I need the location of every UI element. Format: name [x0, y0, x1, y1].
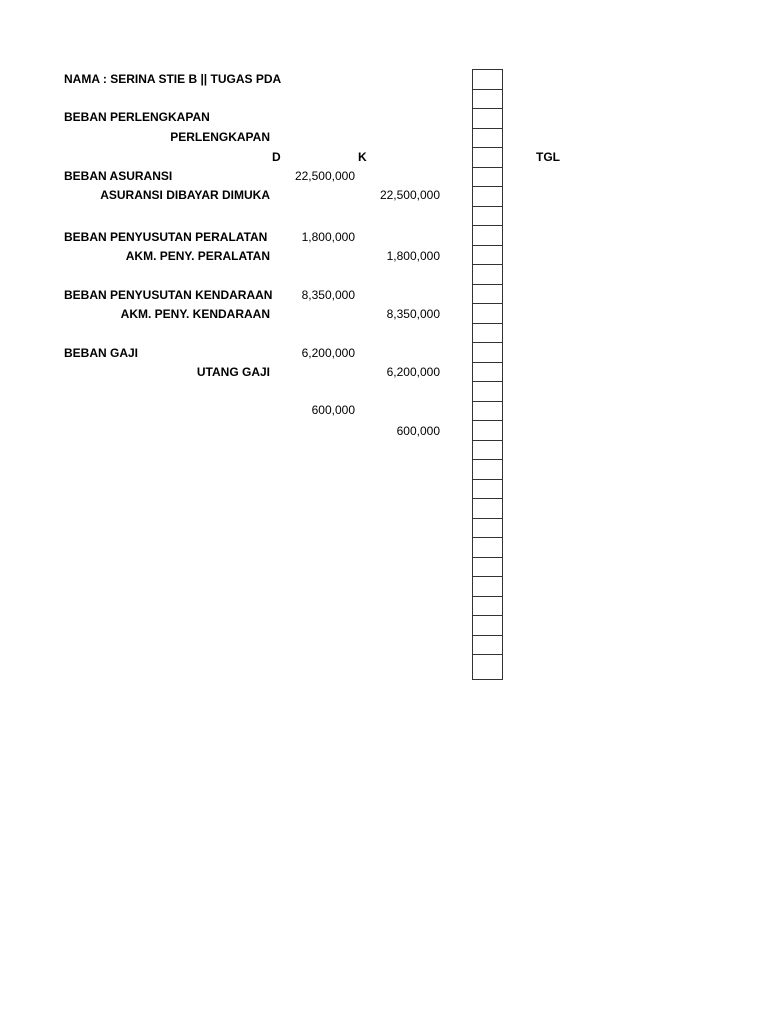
- credit-account-asuransi-dibayar-dimuka: ASURANSI DIBAYAR DIMUKA: [100, 188, 270, 202]
- grid-cell: [473, 460, 502, 480]
- grid-cell: [473, 70, 502, 90]
- credit-account-akm-peny-peralatan: AKM. PENY. PERALATAN: [125, 249, 270, 263]
- grid-cell: [473, 207, 502, 227]
- grid-cell: [473, 324, 502, 344]
- credit-account-utang-gaji: UTANG GAJI: [196, 365, 270, 379]
- grid-cell: [473, 636, 502, 656]
- grid-cell: [473, 382, 502, 402]
- grid-cell: [473, 285, 502, 305]
- grid-cell: [473, 441, 502, 461]
- grid-cell: [473, 304, 502, 324]
- grid-cell: [473, 480, 502, 500]
- grid-cell: [473, 246, 502, 266]
- grid-cell: [473, 421, 502, 441]
- debit-amount-kendaraan: 8,350,000: [301, 288, 355, 302]
- debit-amount-peralatan: 1,800,000: [301, 230, 355, 244]
- credit-amount-600000: 600,000: [396, 424, 440, 438]
- grid-cell: [473, 343, 502, 363]
- grid-cell: [473, 265, 502, 285]
- page-header: NAMA : SERINA STIE B || TUGAS PDA: [64, 72, 282, 86]
- credit-amount-peralatan: 1,800,000: [386, 249, 440, 263]
- debit-account-beban-gaji: BEBAN GAJI: [64, 346, 139, 360]
- debit-account-penyusutan-kendaraan: BEBAN PENYUSUTAN KENDARAAN: [64, 288, 273, 302]
- grid-cell: [473, 655, 502, 675]
- credit-amount-asuransi: 22,500,000: [379, 188, 440, 202]
- grid-cell: [473, 402, 502, 422]
- debit-amount-asuransi: 22,500,000: [294, 169, 355, 183]
- grid-cell: [473, 519, 502, 539]
- credit-account-akm-peny-kendaraan: AKM. PENY. KENDARAAN: [120, 307, 270, 321]
- grid-cell: [473, 226, 502, 246]
- tgl-column-label: TGL: [536, 150, 560, 164]
- grid-cell: [473, 109, 502, 129]
- grid-cell: [473, 168, 502, 188]
- grid-cell: [473, 499, 502, 519]
- credit-amount-gaji: 6,200,000: [386, 365, 440, 379]
- grid-cell: [473, 616, 502, 636]
- grid-cell: [473, 363, 502, 383]
- grid-cell: [473, 538, 502, 558]
- debit-account-beban-asuransi: BEBAN ASURANSI: [64, 169, 173, 183]
- grid-cell: [473, 148, 502, 168]
- grid-cell: [473, 90, 502, 110]
- kredit-column-label: K: [358, 150, 367, 164]
- grid-cell: [473, 577, 502, 597]
- credit-amount-kendaraan: 8,350,000: [386, 307, 440, 321]
- debit-column-label: D: [272, 150, 281, 164]
- grid-cell: [473, 129, 502, 149]
- debit-amount-gaji: 6,200,000: [301, 346, 355, 360]
- grid-cell: [473, 187, 502, 207]
- grid-cell: [473, 597, 502, 617]
- credit-account-perlengkapan: PERLENGKAPAN: [170, 130, 270, 144]
- debit-amount-600000: 600,000: [311, 403, 355, 417]
- date-cell-column: [472, 69, 503, 680]
- grid-cell: [473, 558, 502, 578]
- debit-account-beban-perlengkapan: BEBAN PERLENGKAPAN: [64, 110, 210, 124]
- debit-account-penyusutan-peralatan: BEBAN PENYUSUTAN PERALATAN: [64, 230, 268, 244]
